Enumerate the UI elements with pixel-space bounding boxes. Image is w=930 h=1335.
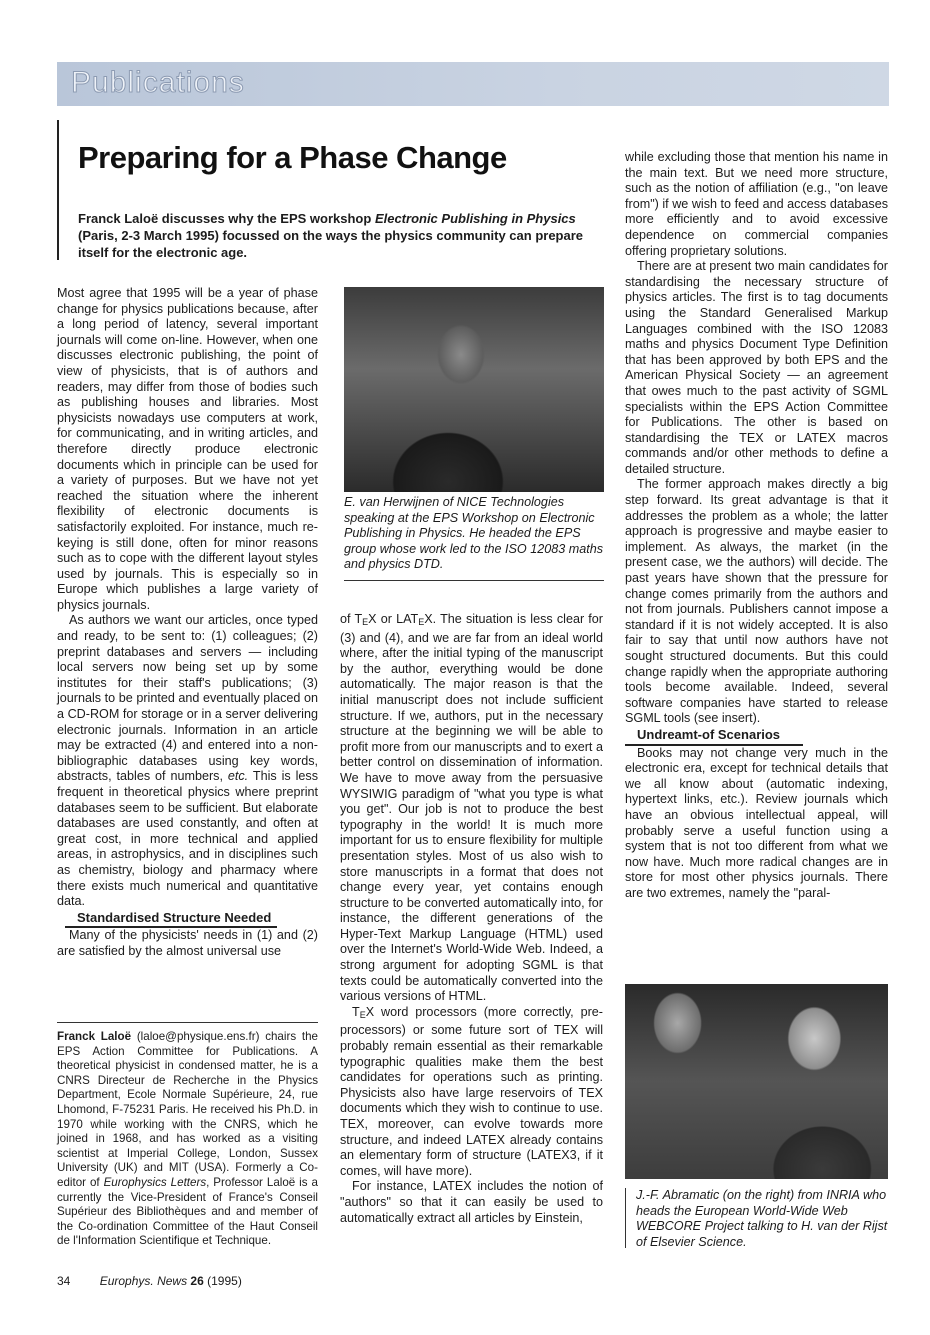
standfirst-tail: (Paris, 2-3 March 1995) focussed on the ways the physics community can prepare itself for the electronic age.: [78, 228, 584, 260]
col1-paragraph-2: [57, 613, 318, 909]
standfirst-lead: Franck Laloë discusses why the EPS workshop: [78, 211, 375, 226]
col2-paragraph-2: $T_EX$ word processors (more correctly, pre-processors) or some future sort of TEX will probably remain essential as their remarkable typographic qualities make them the best candidates for operations such as printing. Physicists also have large reservoirs of TEX documents which they wish to continue to use. TEX, moreover, can evolve towards more structure, and indeed LATEX already contains an elementary form of structure (LATEX3, if it comes, will have more).: [340, 1004, 603, 1178]
col1-p2-etc: etc.: [227, 769, 249, 784]
col3-paragraph-2: There are at present two main candidates for standardising the necessary structure of physics articles. The first is to tag documents using the Standard Generalised Markup Languages combined with the ISO 12083 maths and physics Document Type Definition that has been approved by both EPS and the American Physical Society — an agreement that owes much to the past activity of SGML specialists within the EPS Action Committee for Publications. The other is based on standardising the TEX or LATEX macros commands and/or other methods to define a detailed structure.: [625, 259, 888, 476]
col1-p2-text-b: This is less frequent in theoretical physics where preprint databases seem to be sufficient. But elaborate databases are used constantly, and often at great cost, in more technical and applied areas, in astrophysics, and in disciplines such as chemistry, biology and pharmacy where there exists much numerical and quantitative data.: [57, 769, 318, 909]
page-footer: [57, 1274, 242, 1288]
col2-tex-e: E: [362, 617, 369, 627]
title-rule: [57, 120, 59, 260]
author-bio: [57, 1030, 318, 1249]
standfirst: [78, 210, 605, 261]
caption-1-rule: [344, 580, 604, 581]
bio-text-1: chairs the EPS Action Committee for Publications. A theoretical physicist in condensed matter, he is a CNRS Directeur de Recherche in the Physics Department, Ecole Normale Supérieure, 24, rue Lhomond, F-75231 Paris. He received his Ph.D. in 1970 while working with the CNRS, which he joined in 1968, and has worked as a visiting scientist at Imperial College, London, Sussex University (UK) and MIT (USA). Formerly a Co-editor of: [57, 1030, 318, 1189]
col1-subheading: Standardised Structure Needed: [65, 910, 277, 929]
speaker-photo: [344, 287, 604, 492]
col3-paragraph-3: The former approach makes directly a big step forward. Its great advantage is that it addresses the problem as a whole; the latter approach is progressive and maybe easier to implement. As always, the market (in the present case, we the authors) will decide. The past years have shown that the pressure for change comes primarily from the authors and not from journals. Publishers cannot impose a standard if it is not widely accepted. It is also fair to say that until now authors have not sought structured documents. But this could change rapidly when the appropriate authoring tools become available. Indeed, several software companies have started to release SGML tools (see insert).: [625, 477, 888, 726]
column-1: [57, 286, 318, 960]
bio-name: Franck Laloë: [57, 1030, 132, 1043]
page-number: 34: [57, 1274, 71, 1288]
col2-tex-t: of T: [340, 612, 363, 626]
col2-latex-lat: X or LAT: [368, 612, 419, 626]
bio-text-2: , Professor Laloë is a currently the Vice-President of France's Conseil Supérieur des Bibliothèques and and member of the Co-ordination Committee of the Haut Conseil de l'Information Scientifique et Technique.: [57, 1175, 318, 1248]
col3-paragraph-1: while excluding those that mention his name in the main text. But we need more structure, such as the notion of affiliation (e.g., "on leave from") if we wish to feed and access databases more efficiently and to avoid excessive dependence on commercial companies offering proprietary solutions.: [625, 150, 888, 258]
section-banner-label: Publications: [71, 66, 245, 99]
photo-caption-1: E. van Herwijnen of NICE Technologies speaking at the EPS Workshop on Electronic Publishing in Physics. He headed the EPS group whose work led to the ISO 12083 maths and physics DTD.: [344, 495, 604, 572]
col2-p1-text: X. The situation is less clear for (3) and (4), and we are far from an ideal world where, after the initial typing of the manuscript by the author, everything would be done automatically. The major reason is that the initial manuscript does not include sufficient structure. If we, authors, put in the necessary structure at the beginning we will be able to profit more from our manuscripts and to exert a better control on dissemination of information. We have to move away from the persuasive WYSIWIG paradigm of "what you type is what you get". Our job is not to produce the best typography in the world! It is much more important for us to ensure flexibility for multiple presentation styles. Most of us also wish to store manuscripts in a format that does not change every year, yet contains enough structure to be converted automatically into, for instance, the different generations of the Hyper-Text Markup Language (HTML) used over the Internet's World-Wide Web. Indeed, a strong argument for adopting SGML is that texts could be automatically converted into the various versions of HTML.: [340, 612, 604, 1004]
bio-email: (laloe@physique.ens.fr): [131, 1030, 260, 1043]
col3-subheading: Undreamt-of Scenarios: [625, 727, 803, 746]
col2-latex-e: E: [418, 617, 425, 627]
footer-journal: Europhys. News: [99, 1274, 188, 1288]
col1-paragraph-3: Many of the physicists' needs in (1) and (2) are satisfied by the almost universal use: [57, 928, 318, 958]
col1-paragraph-1: Most agree that 1995 will be a year of phase change for physics publications because, after a long period of latency, several important journals will come on-line. However, when one discusses electronic publishing, the point of view of physicists, that is of authors and readers, may differ from those of bodies such as publishing houses and libraries. Most physicists nowadays use computers at work, for communicating, and in writing articles, and therefore directly produce electronic documents which in principle can be used for a variety of purposes. But we have not yet reached the situation where the inherent flexibility of electronic documents is satisfactorily exploited. For instance, much re-keying is still done, often for minor reasons such as to cope with the different layout styles used by journals. This is especially so in Europe which publishes a large variety of physics journals.: [57, 286, 318, 612]
column-3: [625, 150, 888, 902]
footer-year: (1995): [207, 1274, 242, 1288]
section-banner: [57, 62, 889, 106]
photo-caption-2: J.-F. Abramatic (on the right) from INRIA who heads the European World-Wide Web WEBCORE Project talking to H. van der Rijst of Elsevier Science.: [636, 1188, 888, 1249]
bio-divider: [57, 1022, 318, 1023]
article-title: Preparing for a Phase Change: [78, 140, 507, 175]
col3-paragraph-4: Books may not change very much in the electronic era, except for technical details that we all know about (automatic indexing, hypertext links, etc.). Review journals which have an obvious intellectual appeal, will probably serve a useful function using a system that is not too different from what we now have. Much more radical changes are in store for most other physics journals. There are two extremes, namely the "paral-: [625, 745, 888, 900]
col2-paragraph-3: For instance, LATEX includes the notion of "authors" so that it can easily be used to automatically extract all articles by Einstein,: [340, 1179, 603, 1225]
column-2: [340, 612, 603, 1226]
conversation-photo: [625, 984, 888, 1179]
bio-journal: Europhysics Letters: [103, 1175, 207, 1189]
footer-volume: 26: [190, 1274, 204, 1288]
col2-p2-text: X word processors (more correctly, pre-processors) or some future sort of TEX will probably remain essential as their remarkable typographic qualities make them the best candidates for operations such as printing. Physicists also have large reservoirs of TEX documents which they wish to continue to use. TEX, moreover, can evolve towards more structure, and indeed LATEX already contains an elementary form of structure (LATEX3, if it comes, will have more).: [340, 1004, 603, 1178]
col2-paragraph-1: [340, 612, 603, 1005]
caption-2-rule: [625, 1188, 626, 1248]
col1-p2-text-a: As authors we want our articles, once typed and ready, to be sent to: (1) colleagues; (2) preprint databases and servers — including local servers now being set up by some institutes for their staff's publications; (3) journals to be printed and eventually placed on a CD-ROM for storage or in a server delivering electronic journals. Information in an article may be extracted (4) and entered into a non-bibliographic databases using key words, abstracts, tables of numbers,: [57, 613, 318, 784]
standfirst-workshop: Electronic Publishing in Physics: [374, 211, 576, 226]
